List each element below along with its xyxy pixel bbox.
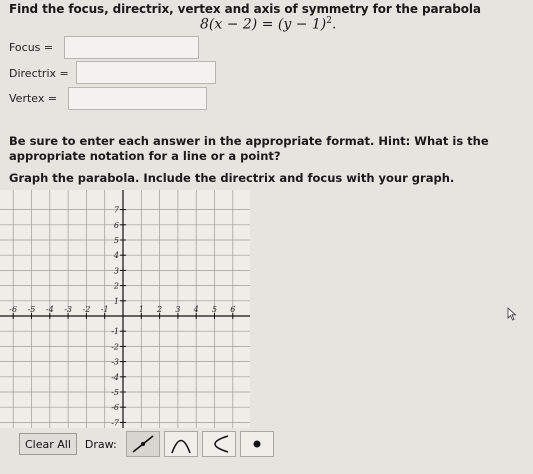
directrix-label: Directrix = bbox=[9, 67, 69, 80]
coordinate-graph[interactable] bbox=[0, 190, 250, 428]
x-tick-label: 1 bbox=[138, 305, 144, 314]
y-tick-label: -7 bbox=[111, 418, 119, 428]
y-tick-label: -1 bbox=[111, 327, 119, 337]
y-tick-label: -4 bbox=[111, 372, 119, 382]
x-tick-label: 3 bbox=[175, 305, 181, 314]
point-tool-icon[interactable] bbox=[240, 431, 274, 457]
x-tick-label: 6 bbox=[230, 305, 236, 314]
x-tick-label: 4 bbox=[193, 305, 199, 314]
clear-all-button[interactable]: Clear All bbox=[19, 433, 77, 455]
vertex-label: Vertex = bbox=[9, 92, 58, 105]
y-tick-label: 4 bbox=[113, 251, 119, 261]
y-tick-label: 6 bbox=[113, 220, 119, 230]
x-tick-label: -2 bbox=[82, 305, 91, 314]
x-tick-label: -5 bbox=[27, 305, 36, 314]
x-tick-label: 2 bbox=[157, 305, 163, 314]
parabola-up-icon[interactable] bbox=[164, 431, 198, 457]
focus-input[interactable] bbox=[64, 36, 199, 59]
problem-prompt: Find the focus, directrix, vertex and axis of symmetry for the parabola bbox=[9, 2, 481, 16]
x-tick-label: 5 bbox=[211, 305, 218, 314]
y-tick-label: 1 bbox=[113, 296, 119, 306]
equation-base: 8(x − 2) = (y − 1) bbox=[200, 16, 327, 33]
mouse-pointer-icon bbox=[507, 306, 517, 325]
y-tick-label: 2 bbox=[113, 281, 119, 291]
y-tick-label: -3 bbox=[111, 357, 119, 367]
parabola-left-icon[interactable] bbox=[202, 431, 236, 457]
graph-instruction: Graph the parabola. Include the directrix and focus with your graph. bbox=[9, 171, 455, 185]
parabola-equation bbox=[200, 16, 336, 33]
equation-exponent: 2 bbox=[326, 16, 333, 26]
x-tick-label: -1 bbox=[100, 305, 109, 314]
line-tool-icon[interactable] bbox=[126, 431, 160, 457]
equation-period: . bbox=[332, 16, 337, 33]
graph-toolbar bbox=[19, 431, 274, 457]
y-tick-label: -6 bbox=[111, 403, 119, 413]
x-tick-label: -3 bbox=[64, 305, 72, 314]
y-tick-label: 3 bbox=[113, 266, 119, 276]
y-tick-label: -2 bbox=[111, 342, 119, 352]
vertex-input[interactable] bbox=[68, 87, 207, 110]
directrix-input[interactable] bbox=[76, 61, 216, 84]
x-tick-label: -6 bbox=[9, 305, 18, 314]
y-tick-label: 7 bbox=[113, 205, 119, 215]
format-hint: Be sure to enter each answer in the appropriate format. Hint: What is the appropriate notation for a line or a point? bbox=[9, 134, 489, 163]
y-tick-label: -5 bbox=[111, 388, 119, 397]
x-tick-label: -4 bbox=[45, 305, 54, 314]
draw-label: Draw: bbox=[84, 437, 117, 451]
focus-label: Focus = bbox=[9, 41, 54, 54]
y-tick-label: 5 bbox=[113, 236, 119, 245]
